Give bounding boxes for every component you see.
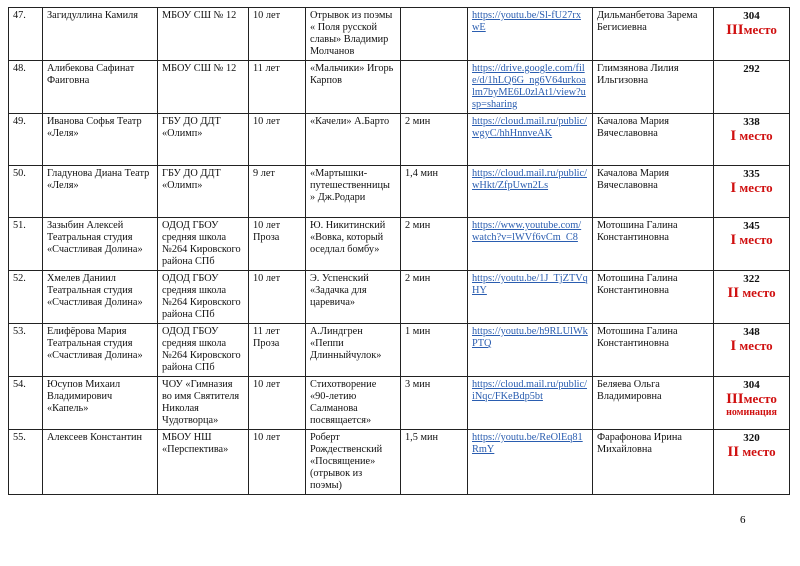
- video-link[interactable]: https://www.youtube.com/watch?v=lWVf6vCm_C8: [472, 220, 582, 243]
- school: МБОУ НШ «Перспектива»: [158, 430, 249, 495]
- place-label: [718, 444, 785, 460]
- table-row: [9, 61, 790, 114]
- link-cell: [468, 324, 593, 377]
- nomination-label: номинация: [726, 407, 777, 418]
- row-number: 51.: [9, 218, 43, 271]
- participant-name: Зазыбин Алексей Театральная студия «Счастливая Долина»: [43, 218, 158, 271]
- teacher-name: Качалова Мария Вячеславовна: [593, 114, 714, 166]
- duration: 1,5 мин: [401, 430, 468, 495]
- score: 335: [743, 168, 760, 180]
- participant-name: Хмелев Даниил Театральная студия «Счастливая Долина»: [43, 271, 158, 324]
- place-number: I: [730, 128, 737, 144]
- school: ЧОУ «Гимназия во имя Святителя Николая Чудотворца»: [158, 377, 249, 430]
- score: 320: [743, 432, 760, 444]
- video-link[interactable]: https://cloud.mail.ru/public/iNqc/FKeBdp5bt: [472, 379, 587, 402]
- score-cell: [714, 430, 790, 495]
- place-label: [718, 232, 785, 248]
- score-cell: [714, 114, 790, 166]
- school: ГБУ ДО ДДТ «Олимп»: [158, 166, 249, 218]
- work-title: «Мартышки-путешественницы » Дж.Родари: [306, 166, 401, 218]
- age: 11 лет: [249, 61, 306, 114]
- age: 10 лет: [249, 377, 306, 430]
- work-title: «Мальчики» Игорь Карпов: [306, 61, 401, 114]
- school: ОДОД ГБОУ средняя школа №264 Кировского района СПб: [158, 271, 249, 324]
- table-row: [9, 271, 790, 324]
- link-cell: [468, 218, 593, 271]
- teacher-name: Мотошина Галина Константиновна: [593, 271, 714, 324]
- place-number: I: [730, 232, 737, 248]
- video-link[interactable]: https://cloud.mail.ru/public/wHkt/ZfpUwn2Ls: [472, 168, 587, 191]
- score: 292: [743, 63, 760, 75]
- teacher-name: Дильманбетова Зарема Бегисиевна: [593, 8, 714, 61]
- link-cell: [468, 61, 593, 114]
- work-title: Ю. Никитинский «Вовка, который оседлал бомбу»: [306, 218, 401, 271]
- row-number: 50.: [9, 166, 43, 218]
- school: ГБУ ДО ДДТ «Олимп»: [158, 114, 249, 166]
- age: 10 лет: [249, 430, 306, 495]
- duration: 2 мин: [401, 271, 468, 324]
- place-word: место: [743, 391, 777, 406]
- score-cell: [714, 271, 790, 324]
- place-label: [718, 285, 785, 301]
- table-row: [9, 324, 790, 377]
- teacher-name: Качалова Мария Вячеславовна: [593, 166, 714, 218]
- score-cell: [714, 166, 790, 218]
- duration: 3 мин: [401, 377, 468, 430]
- teacher-name: Фарафонова Ирина Михайловна: [593, 430, 714, 495]
- school: МБОУ СШ № 12: [158, 61, 249, 114]
- place-label: [718, 391, 785, 407]
- work-title: Э. Успенский «Задачка для царевича»: [306, 271, 401, 324]
- teacher-name: Глимзянова Лилия Ильгизовна: [593, 61, 714, 114]
- place-label: [718, 180, 785, 196]
- page-number: 6: [740, 514, 746, 526]
- table-row: [9, 218, 790, 271]
- video-link[interactable]: https://drive.google.com/file/d/1hLQ6G_ng6V64urkoalm7byME6L0zlAt1/view?usp=sharing: [472, 63, 586, 110]
- work-title: Роберт Рождественский «Посвящение» (отрывок из поэмы): [306, 430, 401, 495]
- table-row: [9, 430, 790, 495]
- score: 304: [743, 10, 760, 22]
- score: 304: [743, 379, 760, 391]
- score-cell: [714, 218, 790, 271]
- participant-name: Елифёрова Мария Театральная студия «Счастливая Долина»: [43, 324, 158, 377]
- score-cell: [714, 377, 790, 430]
- row-number: 53.: [9, 324, 43, 377]
- school: ОДОД ГБОУ средняя школа №264 Кировского района СПб: [158, 324, 249, 377]
- duration: 2 мин: [401, 218, 468, 271]
- place-number: II: [727, 285, 740, 301]
- age: 10 лет: [249, 271, 306, 324]
- place-label: [718, 338, 785, 354]
- teacher-name: Мотошина Галина Константиновна: [593, 218, 714, 271]
- row-number: 55.: [9, 430, 43, 495]
- table-row: [9, 114, 790, 166]
- video-link[interactable]: https://youtu.be/h9RLUlWkPTQ: [472, 326, 588, 349]
- score-cell: [714, 324, 790, 377]
- link-cell: [468, 430, 593, 495]
- work-title: Стихотворение «90-летию Салманова посвящается»: [306, 377, 401, 430]
- place-word: место: [739, 180, 773, 195]
- row-number: 54.: [9, 377, 43, 430]
- participant-name: Юсупов Михаил Владимирович «Капель»: [43, 377, 158, 430]
- score: 348: [743, 326, 760, 338]
- score: 338: [743, 116, 760, 128]
- age: 10 лет: [249, 8, 306, 61]
- place-word: место: [742, 444, 776, 459]
- place-label: [718, 22, 785, 38]
- work-title: «Качели» А.Барто: [306, 114, 401, 166]
- link-cell: [468, 271, 593, 324]
- score-cell: [714, 61, 790, 114]
- link-cell: [468, 166, 593, 218]
- age: 10 лет: [249, 114, 306, 166]
- place-word: место: [739, 128, 773, 143]
- participant-name: Загидуллина Камиля: [43, 8, 158, 61]
- link-cell: [468, 114, 593, 166]
- duration: 1 мин: [401, 324, 468, 377]
- place-number: I: [730, 338, 737, 354]
- participant-name: Иванова Софья Театр «Леля»: [43, 114, 158, 166]
- place-word: место: [742, 285, 776, 300]
- score: 345: [743, 220, 760, 232]
- row-number: 52.: [9, 271, 43, 324]
- row-number: 48.: [9, 61, 43, 114]
- row-number: 47.: [9, 8, 43, 61]
- participant-name: Алексеев Константин: [43, 430, 158, 495]
- age: 11 лет Проза: [249, 324, 306, 377]
- table-row: [9, 377, 790, 430]
- teacher-name: Беляева Ольга Владимировна: [593, 377, 714, 430]
- video-link[interactable]: https://youtu.be/Sl-fU27rxwE: [472, 10, 581, 33]
- results-table: [8, 7, 790, 495]
- place-word: место: [739, 232, 773, 247]
- table-row: [9, 8, 790, 61]
- teacher-name: Мотошина Галина Константиновна: [593, 324, 714, 377]
- place-word: место: [743, 22, 777, 37]
- duration: [401, 8, 468, 61]
- score-cell: [714, 8, 790, 61]
- video-link[interactable]: https://cloud.mail.ru/public/wgyC/hhHnnveAK: [472, 116, 587, 139]
- duration: [401, 61, 468, 114]
- work-title: А.Линдгрен «Пеппи Длинныйчулок»: [306, 324, 401, 377]
- place-number: II: [727, 444, 740, 460]
- video-link[interactable]: https://youtu.be/ReOlEq81RmY: [472, 432, 583, 455]
- school: МБОУ СШ № 12: [158, 8, 249, 61]
- work-title: Отрывок из поэмы « Поля русской славы» Владимир Молчанов: [306, 8, 401, 61]
- duration: 2 мин: [401, 114, 468, 166]
- place-word: место: [739, 338, 773, 353]
- table-row: [9, 166, 790, 218]
- place-number: I: [730, 180, 737, 196]
- age: 10 лет Проза: [249, 218, 306, 271]
- participant-name: Гладунова Диана Театр «Леля»: [43, 166, 158, 218]
- place-label: [718, 128, 785, 144]
- place-number: III: [726, 22, 744, 38]
- school: ОДОД ГБОУ средняя школа №264 Кировского района СПб: [158, 218, 249, 271]
- participant-name: Алибекова Сафинат Фаиговна: [43, 61, 158, 114]
- row-number: 49.: [9, 114, 43, 166]
- score: 322: [743, 273, 760, 285]
- age: 9 лет: [249, 166, 306, 218]
- link-cell: [468, 377, 593, 430]
- link-cell: [468, 8, 593, 61]
- duration: 1,4 мин: [401, 166, 468, 218]
- video-link[interactable]: https://youtu.be/1J_TjZTVqHY: [472, 273, 588, 296]
- place-number: III: [726, 391, 744, 407]
